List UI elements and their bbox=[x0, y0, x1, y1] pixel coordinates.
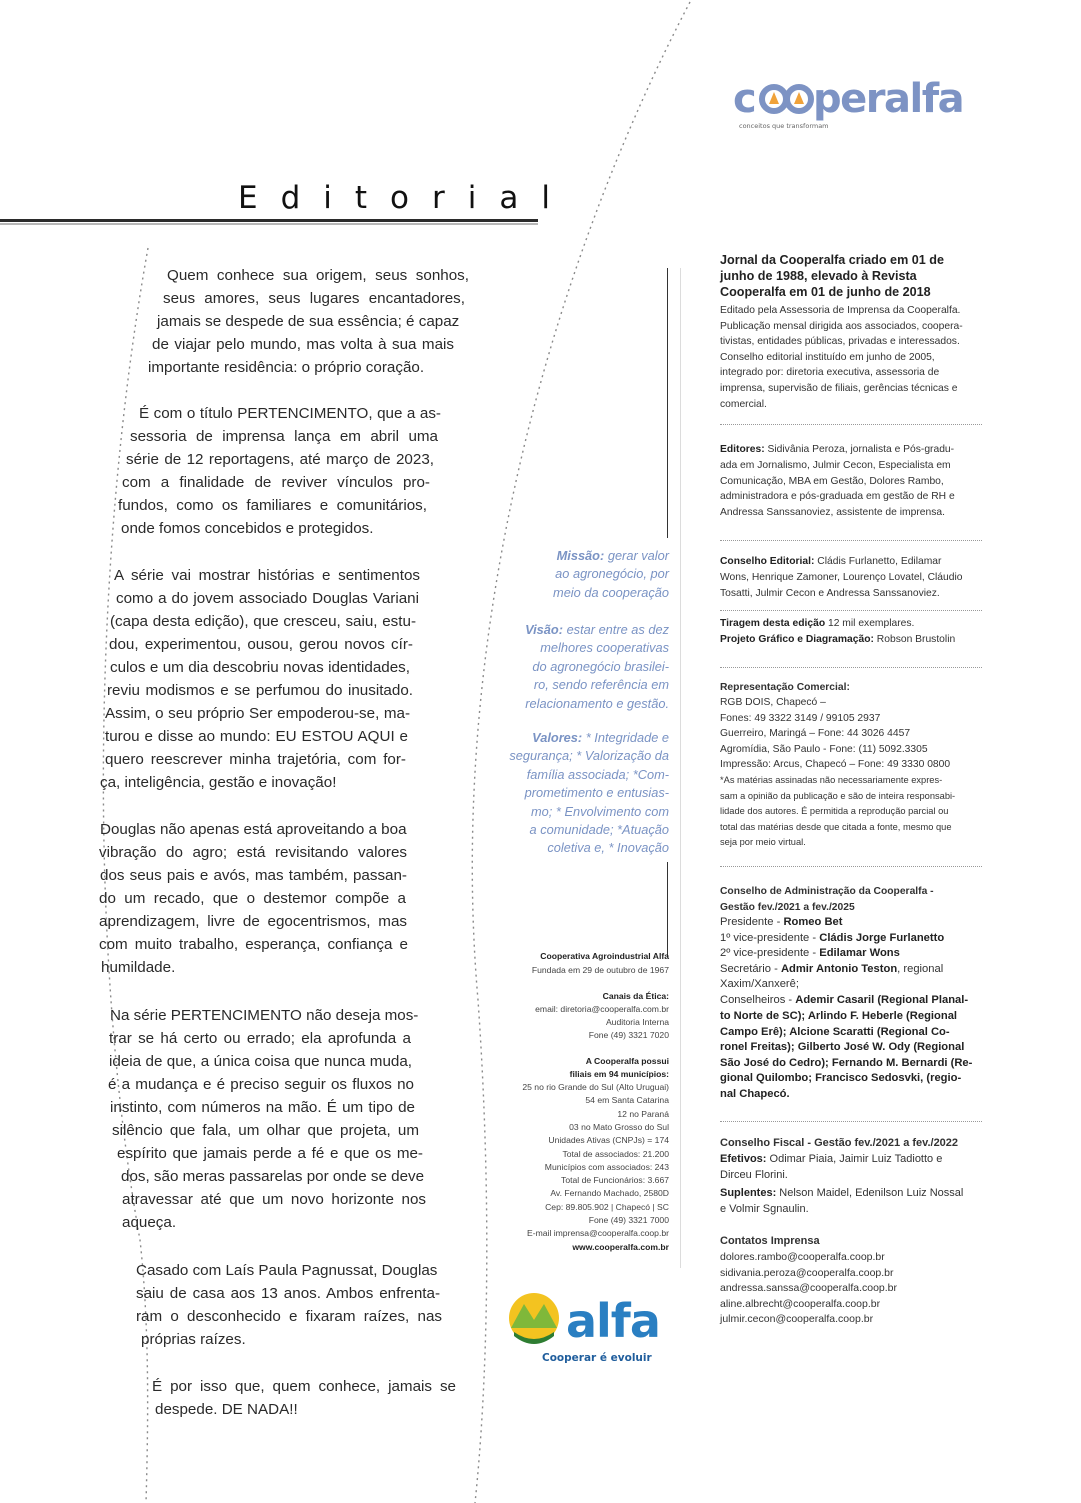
column-divider bbox=[680, 268, 681, 1268]
company-info-line: A Cooperalfa possui bbox=[585, 1056, 669, 1066]
rep-line: Impressão: Arcus, Chapecó – Fone: 49 3330 0800 bbox=[720, 759, 951, 771]
paragraph-line: aqueça. bbox=[122, 1214, 177, 1231]
values-line bbox=[555, 565, 669, 583]
dotted-separator bbox=[720, 667, 982, 668]
cooperalfa-logo bbox=[733, 72, 973, 134]
council-line: Tosatti, Julmir Cecon e Andressa Sanssanoviez. bbox=[720, 587, 940, 599]
admin-member bbox=[720, 931, 982, 947]
company-info-line: Unidades Ativas (CNPJs) = 174 bbox=[548, 1135, 669, 1146]
company-info-line: Fundada em 29 de outubro de 1967 bbox=[531, 965, 669, 975]
editors-line: administradora e pós-graduada em gestão de RH e bbox=[720, 491, 955, 503]
company-info-line: Fone (49) 3321 7000 bbox=[588, 1215, 669, 1225]
values-line bbox=[532, 658, 669, 676]
values-text: meio da cooperação bbox=[553, 584, 669, 600]
company-info-line: filiais em 94 municípios: bbox=[569, 1069, 669, 1079]
paragraph-line: atravessar até que um novo horizonte nos bbox=[122, 1191, 426, 1208]
rep-line: *As matérias assinadas não necessariamente expres- bbox=[720, 775, 943, 785]
admin-title: Conselho de Administração da Cooperalfa - bbox=[720, 886, 934, 897]
rep-line: Guerreiro, Maringá – Fone: 44 3026 4457 bbox=[720, 728, 911, 740]
values-line bbox=[532, 729, 669, 747]
paragraph-line: ça, inteligência, gestão e inovação! bbox=[100, 774, 337, 791]
paragraph-line: silêncio que fala, um olhar que projeta, um bbox=[112, 1122, 419, 1139]
values-text: ao agronegócio, por bbox=[555, 566, 669, 582]
paragraph-line: despede. DE NADA!! bbox=[155, 1401, 298, 1418]
rep-line: RGB DOIS, Chapecó – bbox=[720, 697, 826, 708]
paragraph-line: quero reescrever minha trajetória, com for- bbox=[105, 751, 406, 768]
paragraph-line: ideia de que, a única coisa que nunca muda, bbox=[109, 1053, 412, 1070]
values-line bbox=[547, 839, 669, 857]
paragraph-line: com a finalidade de reviver vínculos pro- bbox=[122, 474, 430, 491]
rep-line: sam a opinião da publicação e são de inteira responsabi- bbox=[720, 790, 956, 801]
svg-text:peralfa: peralfa bbox=[813, 76, 964, 122]
rep-line: Fones: 49 3322 3149 / 99105 2937 bbox=[720, 712, 881, 724]
company-info-line: Fone (49) 3321 7020 bbox=[588, 1030, 669, 1041]
masthead-intro: tivistas, entidades públicas, privadas e interessados. bbox=[720, 336, 960, 348]
press-title: Contatos Imprensa bbox=[720, 1235, 820, 1247]
values-line bbox=[525, 784, 669, 802]
field-value: Robson Brustolin bbox=[873, 634, 956, 645]
rep-title: Representação Comercial: bbox=[720, 682, 850, 693]
values-text: mo; * Envolvimento com bbox=[531, 803, 669, 819]
company-info-line: Cep: 89.805.902 | Chapecó | SC bbox=[545, 1201, 669, 1212]
paragraph-line: instinto, com números na mão. É um tipo de bbox=[110, 1099, 415, 1116]
print-run bbox=[720, 616, 982, 632]
paragraph-line: dos seus pais e avós, mas também, passan- bbox=[100, 867, 407, 884]
paragraph-line: próprias raízes. bbox=[141, 1331, 246, 1348]
company-info-line: Total de associados: 21.200 bbox=[562, 1148, 669, 1159]
field-label: Efetivos: bbox=[720, 1153, 767, 1165]
council-line bbox=[720, 554, 982, 570]
values-text: ro, sendo referência em bbox=[533, 677, 669, 693]
paragraph-line: É por isso que, quem conhece, jamais se bbox=[152, 1378, 456, 1395]
press-email: dolores.rambo@cooperalfa.coop.br bbox=[720, 1251, 885, 1263]
counselors-line: to Norte de SC); Arlindo F. Heberle (Regional bbox=[720, 1010, 958, 1022]
field-label: Editores: bbox=[720, 444, 765, 455]
design-credit bbox=[720, 632, 982, 648]
paragraph-line: Na série PERTENCIMENTO não deseja mos- bbox=[110, 1007, 419, 1024]
company-info-line: Municípios com associados: 243 bbox=[544, 1161, 669, 1172]
rep-line: seja por meio virtual. bbox=[720, 837, 806, 848]
paragraph-line: É com o título PERTENCIMENTO, que a as- bbox=[139, 405, 441, 422]
paragraph-line: seus amores, seus lugares encantadores, bbox=[163, 290, 465, 307]
fiscal-title: Conselho Fiscal - Gestão fev./2021 a fev./2022 bbox=[720, 1137, 959, 1149]
admin-name: Cládis Jorge Furlanetto bbox=[819, 931, 945, 944]
field-label: Conselho Editorial: bbox=[720, 556, 815, 567]
masthead-intro: imprensa, supervisão de filiais, gerências técnicas e bbox=[720, 383, 958, 394]
paragraph-line: Quem conhece sua origem, seus sonhos, bbox=[167, 267, 469, 284]
counselors-line: nal Chapecó. bbox=[720, 1088, 790, 1100]
paragraph-line: saiu de casa aos 13 anos. Ambos enfrenta- bbox=[136, 1285, 440, 1302]
company-info-line: Auditoria Interna bbox=[605, 1017, 669, 1028]
masthead-intro: integrado por: diretoria executiva, assessoria de bbox=[720, 367, 940, 379]
masthead-intro: comercial. bbox=[720, 398, 767, 410]
paragraph-line: sessoria de imprensa lança em abril uma bbox=[130, 428, 438, 445]
vertical-rule bbox=[667, 862, 668, 957]
paragraph-line: dou, experimentou, ousou, gerou novos cír- bbox=[109, 636, 413, 653]
values-text: gerar valor bbox=[607, 548, 669, 563]
counselors-line bbox=[720, 993, 982, 1009]
paragraph-line: aprendizagem, livre de egocentrismos, mas bbox=[99, 913, 407, 930]
editors-line bbox=[720, 442, 982, 458]
values-label: Valores: bbox=[532, 730, 583, 745]
paragraph-line: A série vai mostrar histórias e sentimentos bbox=[114, 567, 420, 584]
paragraph-line: de viajar pelo mundo, mas volta à sua mais bbox=[152, 336, 454, 353]
company-info-line: email: diretoria@cooperalfa.com.br bbox=[535, 1004, 669, 1014]
values-line bbox=[540, 639, 669, 657]
counselors-line: São José do Cedro); Fernando M. Bernardi (Re- bbox=[720, 1056, 973, 1069]
dotted-separator bbox=[720, 866, 982, 867]
admin-name: Edilamar Wons bbox=[819, 947, 900, 960]
paragraph-line: fundos, como os familiares e comunitários, bbox=[118, 497, 427, 514]
field-value: Nelson Maidel, Edenilson Luiz Nossal bbox=[776, 1187, 964, 1199]
counselors-label: Conselheiros - bbox=[720, 994, 796, 1006]
values-line bbox=[527, 766, 669, 784]
masthead-headline: Jornal da Cooperalfa criado em 01 de bbox=[720, 253, 944, 267]
admin-role: 2º vice-presidente - bbox=[720, 947, 820, 960]
admin-role: Presidente - bbox=[720, 916, 784, 928]
paragraph-line: é a mudança e é preciso seguir os fluxos no bbox=[108, 1076, 414, 1093]
paragraph-line: Assim, o seu próprio Ser empoderou-se, ma- bbox=[105, 705, 410, 722]
paragraph-line: importante residência: o próprio coração. bbox=[148, 359, 425, 376]
paragraph-line: jamais se despede de sua essência; é capaz bbox=[157, 313, 460, 330]
values-line bbox=[509, 747, 669, 765]
press-email: sidivania.peroza@cooperalfa.coop.br bbox=[720, 1266, 894, 1279]
values-text: do agronegócio brasilei- bbox=[532, 658, 669, 674]
admin-name: Romeo Bet bbox=[783, 916, 843, 928]
paragraph-line: turou e disse ao mundo: EU ESTOU AQUI e bbox=[105, 728, 408, 745]
counselors-line: gional Quilombo; Francisco Sedosvki, (regio- bbox=[720, 1072, 962, 1085]
values-text: prometimento e entusias- bbox=[524, 785, 669, 801]
counselors-line: Campo Erê); Alcione Scaratti (Regional Co- bbox=[720, 1025, 950, 1038]
company-info-line: 25 no rio Grande do Sul (Alto Uruguai) bbox=[522, 1082, 669, 1092]
paragraph-line: culos e um dia descobriu novas identidades, bbox=[110, 659, 410, 676]
dotted-separator bbox=[720, 610, 982, 611]
values-text: segurança; * Valorização da bbox=[509, 748, 669, 764]
svg-text:Cooperar é evoluir: Cooperar é evoluir bbox=[542, 1352, 652, 1364]
paragraph-line: reviu modismos e se perfumou do inusitado. bbox=[107, 682, 413, 699]
field-label: Tiragem desta edição bbox=[720, 618, 826, 629]
dotted-separator bbox=[720, 424, 982, 425]
title-rule bbox=[0, 219, 538, 225]
paragraph-line: espírito que jamais perde a fé e que os me- bbox=[117, 1145, 423, 1162]
counselors-text: Ademir Casaril (Regional Planal- bbox=[795, 994, 969, 1006]
values-line bbox=[530, 821, 669, 839]
masthead-headline: Cooperalfa em 01 de junho de 2018 bbox=[720, 284, 931, 299]
values-label: Visão: bbox=[525, 622, 563, 637]
values-line bbox=[553, 584, 669, 602]
field-value: Cládis Furlanetto, Edilamar bbox=[814, 556, 942, 567]
admin-member bbox=[720, 946, 982, 962]
field-label: Suplentes: bbox=[720, 1187, 777, 1199]
dotted-separator bbox=[720, 1121, 982, 1122]
values-line bbox=[534, 676, 669, 694]
svg-text:alfa: alfa bbox=[566, 1294, 660, 1348]
values-label: Missão: bbox=[556, 548, 605, 563]
company-info-line: 03 no Mato Grosso do Sul bbox=[569, 1121, 669, 1132]
alfa-logo bbox=[508, 1290, 668, 1366]
values-line bbox=[525, 621, 669, 639]
press-email: andressa.sanssa@cooperalfa.coop.br bbox=[720, 1282, 898, 1295]
paragraph-line: como a do jovem associado Douglas Variani bbox=[116, 590, 419, 607]
values-text: coletiva e, * Inovação bbox=[547, 840, 669, 856]
values-line bbox=[525, 695, 669, 713]
paragraph-line: com muito trabalho, esperança, confiança e bbox=[99, 936, 408, 953]
svg-text:c: c bbox=[733, 76, 756, 122]
editorial-title: Editorial bbox=[238, 180, 573, 216]
substitutes-line: e Volmir Sgnaulin. bbox=[720, 1203, 809, 1215]
company-info-line: www.cooperalfa.com.br bbox=[572, 1241, 669, 1252]
paragraph-line: Douglas não apenas está aproveitando a boa bbox=[100, 821, 407, 838]
rep-line: total das matérias desde que citada a fonte, mesmo que bbox=[720, 821, 952, 832]
paragraph-line: série de 12 reportagens, até março de 2023, bbox=[126, 451, 434, 468]
paragraph-line: onde fomos concebidos e protegidos. bbox=[121, 520, 374, 537]
field-value: Odimar Piaia, Jaimir Luiz Tadiotto e bbox=[766, 1153, 943, 1165]
svg-text:conceitos que transformam: conceitos que transformam bbox=[739, 122, 829, 130]
paragraph-line: (capa desta edição), que cresceu, saiu, estu- bbox=[110, 613, 416, 630]
company-info-line: E-mail imprensa@cooperalfa.coop.br bbox=[527, 1228, 669, 1239]
company-info-line: 12 no Paraná bbox=[617, 1108, 669, 1119]
field-label: Projeto Gráfico e Diagramação: bbox=[720, 634, 874, 645]
masthead-intro: Conselho editorial instituído em junho de 2005, bbox=[720, 351, 935, 363]
values-text: família associada; *Com- bbox=[526, 766, 669, 782]
admin-extra: , regional bbox=[897, 962, 944, 975]
editors-line: Comunicação, MBA em Gestão, Dolores Rambo, bbox=[720, 475, 944, 487]
paragraph-line: vibração do agro; está revisitando valores bbox=[99, 844, 407, 861]
company-info-line: Av. Fernando Machado, 2580D bbox=[550, 1188, 669, 1199]
admin-role: 1º vice-presidente - bbox=[720, 931, 820, 944]
admin-member bbox=[720, 962, 982, 978]
company-info-line: Canais da Ética: bbox=[602, 991, 669, 1001]
press-email: julmir.cecon@cooperalfa.coop.br bbox=[720, 1313, 874, 1326]
admin-member bbox=[720, 915, 982, 931]
values-text: estar entre as dez bbox=[566, 622, 669, 637]
admin-extra-line: Xaxim/Xanxerê; bbox=[720, 978, 799, 990]
paragraph-line: humildade. bbox=[101, 959, 176, 976]
company-info-line: 54 em Santa Catarina bbox=[585, 1095, 669, 1106]
paragraph-line: do um recado, que o destemor compõe a bbox=[99, 890, 406, 907]
masthead-headline: junho de 1988, elevado à Revista bbox=[720, 268, 917, 283]
values-line bbox=[557, 547, 669, 565]
paragraph-line: ram o desconhecido e fixaram raízes, nas bbox=[136, 1308, 442, 1325]
values-text: melhores cooperativas bbox=[540, 640, 669, 656]
editors-line: ada em Jornalismo, Julmir Cecon, Especialista em bbox=[720, 460, 951, 471]
press-email: aline.albrecht@cooperalfa.coop.br bbox=[720, 1297, 881, 1310]
masthead-intro: Publicação mensal dirigida aos associados, coopera- bbox=[720, 320, 963, 332]
values-text: * Integridade e bbox=[585, 730, 669, 745]
substitutes-line bbox=[720, 1186, 982, 1202]
editors-line: Andressa Sanssanoviez, assistente de imprensa. bbox=[720, 506, 945, 518]
admin-name: Admir Antonio Teston bbox=[780, 962, 898, 975]
admin-title: Gestão fev./2021 a fev./2025 bbox=[720, 901, 855, 913]
values-line bbox=[531, 803, 669, 821]
admin-role: Secretário - bbox=[720, 962, 781, 975]
field-value: 12 mil exemplares. bbox=[825, 618, 915, 629]
dotted-separator bbox=[720, 540, 982, 541]
effective-line bbox=[720, 1152, 982, 1168]
paragraph-line: dos, são meras passarelas por onde se deve bbox=[121, 1168, 425, 1185]
vertical-rule bbox=[667, 268, 668, 538]
masthead-intro: Editado pela Assessoria de Imprensa da Cooperalfa. bbox=[720, 305, 961, 316]
company-info-line: Cooperativa Agroindustrial Alfa bbox=[540, 951, 669, 961]
rep-line: Agromídia, São Paulo - Fone: (11) 5092.3305 bbox=[720, 743, 928, 755]
company-info-line: Total de Funcionários: 3.667 bbox=[561, 1175, 669, 1186]
counselors-line: ronel Freitas); Gilberto José W. Ody (Regional bbox=[720, 1041, 965, 1054]
council-line: Wons, Henrique Zamoner, Lourenço Lovatel, Cláudio bbox=[720, 572, 963, 583]
values-text: relacionamento e gestão. bbox=[525, 695, 669, 711]
field-value: Sidivânia Peroza, jornalista e Pós-gradu- bbox=[764, 444, 955, 455]
paragraph-line: Casado com Laís Paula Pagnussat, Douglas bbox=[136, 1262, 438, 1279]
rep-line: lidade dos autores. É permitida a reprodução parcial ou bbox=[720, 806, 949, 817]
effective-line: Dirceu Florini. bbox=[720, 1169, 788, 1181]
values-text: a comunidade; *Atuação bbox=[529, 822, 669, 837]
paragraph-line: trar se há certo ou errado; ela aprofunda a bbox=[109, 1030, 411, 1047]
